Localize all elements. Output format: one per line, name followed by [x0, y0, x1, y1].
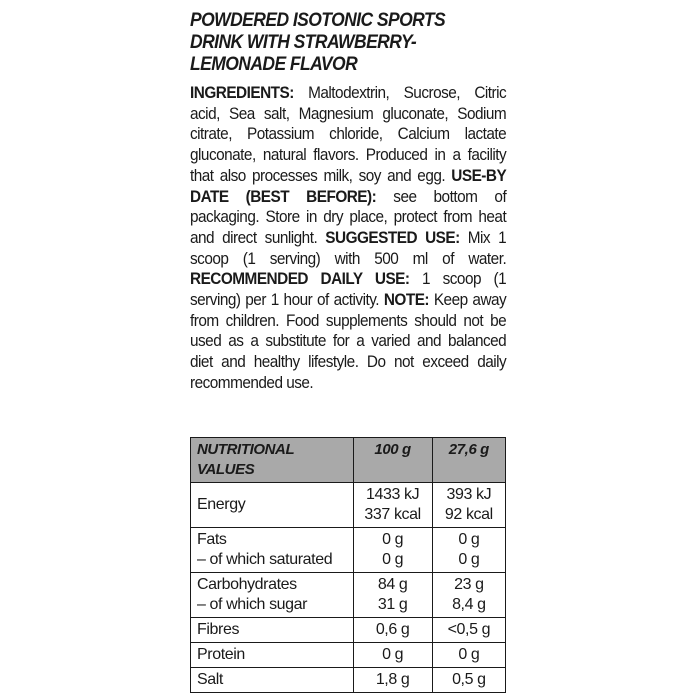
fibres-per100: 0,6 g [353, 618, 432, 643]
header-per-100g: 100 g [353, 438, 432, 483]
carbs-label: Carbohydrates [197, 576, 297, 593]
product-label [190, 10, 506, 394]
sugar-per100-value: 31 g [377, 596, 408, 613]
energy-serving-kcal: 92 kcal [444, 506, 493, 523]
carbs-per-serving [432, 573, 505, 618]
ingredients-label: INGREDIENTS: [190, 84, 294, 102]
suggested-use-text: Mix 1 scoop (1 serving) with 500 ml of water. [190, 228, 507, 268]
saturated-label: – of which saturated [197, 551, 333, 568]
header-nutritional-values: NUTRITIONAL VALUES [191, 438, 354, 483]
carbs-per100-value: 84 g [377, 576, 408, 593]
nutrition-header-row [191, 438, 506, 483]
table-row-protein [191, 643, 506, 668]
header-per-serving: 27,6 g [432, 438, 505, 483]
protein-per-serving: 0 g [432, 643, 505, 668]
energy-serving-kj: 393 kJ [446, 486, 492, 503]
carbs-serving-value: 23 g [454, 576, 484, 593]
sugar-serving-value: 8,4 g [452, 596, 486, 613]
table-row-fibres [191, 618, 506, 643]
energy-per100-kcal: 337 kcal [364, 506, 421, 523]
protein-label: Protein [191, 643, 354, 668]
carbs-per100 [353, 573, 432, 618]
ingredients-text: Maltodextrin, Sucrose, Citric acid, Sea salt, Magnesium gluconate, Sodium citrate, Potassium chloride, Calcium lactate gluconate, natural flavors. Produced in a facility that also processes milk, soy and egg. [190, 84, 507, 185]
label-text [190, 83, 506, 394]
carbs-labels [191, 573, 354, 618]
fats-per-serving [432, 528, 505, 573]
table-row-carbohydrates [191, 573, 506, 618]
suggested-use-label: SUGGESTED USE: [325, 228, 460, 247]
energy-per-serving [432, 483, 505, 528]
fibres-label: Fibres [191, 618, 354, 643]
table-row-salt [191, 668, 506, 693]
saturated-serving-value: 0 g [458, 551, 480, 568]
use-by-label: USE-BY DATE (BEST BEFORE): [190, 166, 507, 206]
energy-label: Energy [191, 483, 354, 528]
energy-per100 [353, 483, 432, 528]
fats-labels [191, 528, 354, 573]
product-title: POWDERED ISOTONIC SPORTS DRINK WITH STRAWBERRY-LEMONADE FLAVOR [190, 10, 446, 75]
salt-per-serving: 0,5 g [432, 668, 505, 693]
nutrition-table [190, 437, 506, 693]
fats-per100 [353, 528, 432, 573]
saturated-per100-value: 0 g [382, 551, 404, 568]
use-by-text: see bottom of packaging. Store in dry place, protect from heat and direct sunlight. [190, 187, 507, 247]
fats-per100-value: 0 g [382, 531, 404, 548]
daily-use-text: 1 scoop (1 serving) per 1 hour of activity. [190, 270, 507, 310]
fats-serving-value: 0 g [458, 531, 480, 548]
protein-per100: 0 g [353, 643, 432, 668]
fats-label: Fats [197, 531, 227, 548]
salt-label: Salt [191, 668, 354, 693]
sugar-label: – of which sugar [197, 596, 308, 613]
note-label: NOTE: [383, 291, 430, 310]
table-row-energy [191, 483, 506, 528]
energy-per100-kj: 1433 kJ [365, 486, 420, 503]
salt-per100: 1,8 g [353, 668, 432, 693]
table-row-fats [191, 528, 506, 573]
daily-use-label: RECOMMENDED DAILY USE: [190, 270, 410, 289]
note-text: Keep away from children. Food supplements should not be used as a substitute for a varied and balanced diet and healthy lifestyle. Do not exceed daily recommended use. [190, 291, 507, 392]
fibres-per-serving: <0,5 g [432, 618, 505, 643]
